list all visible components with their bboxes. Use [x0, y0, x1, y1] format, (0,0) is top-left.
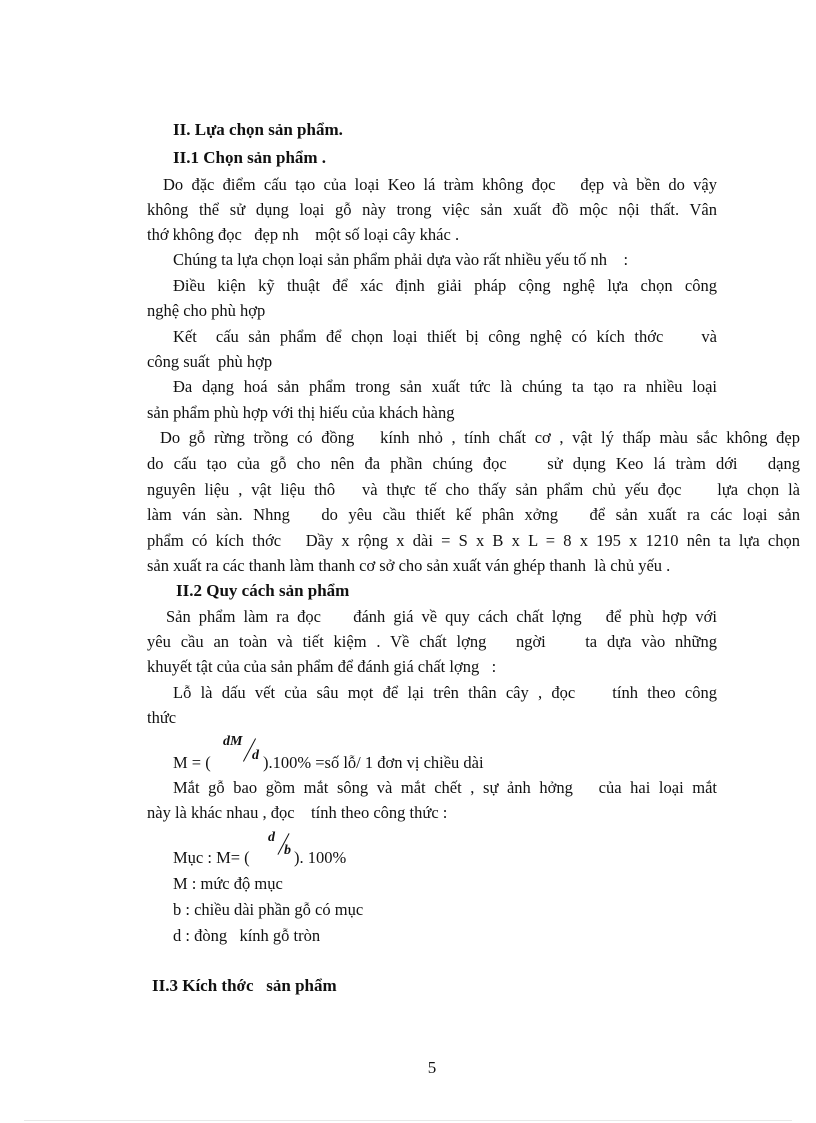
paragraph-line: phẩm có kích thớc Dầy x rộng x dài = S x B x L = 8 x 195 x 1210 nên ta lựa chọn: [147, 531, 800, 550]
paragraph-line: nguyên liệu , vật liệu thô và thực tế cho thấy sản phẩm chủ yếu đọc lựa chọn là: [147, 480, 800, 499]
formula-numerator: d: [268, 830, 275, 845]
heading-section-ii-3: II.3 Kích thớc sản phẩm: [152, 976, 337, 995]
formula-lhs: M = (: [173, 753, 211, 772]
heading-section-ii-1: II.1 Chọn sản phẩm .: [173, 148, 327, 167]
paragraph-line: Đa dạng hoá sản phẩm trong sản xuất tức là chúng ta tạo ra nhiều loại: [173, 377, 717, 396]
paragraph-line: thức: [147, 708, 177, 727]
paragraph-line: không thể sử dụng loại gỗ này trong việc sản xuất đồ mộc nội thất. Vân: [147, 200, 717, 219]
paragraph-line: làm ván sàn. Nhng do yêu cầu thiết kế phân xởng để sản xuất ra các loại sản: [147, 505, 800, 524]
paragraph-line: sản phẩm phù hợp với thị hiếu của khách hàng: [147, 403, 455, 422]
paragraph-line: công suất phù hợp: [147, 352, 273, 371]
paragraph-line: Kết cấu sản phẩm để chọn loại thiết bị công nghệ có kích thớc và: [173, 327, 717, 346]
paragraph-line: Sản phẩm làm ra đọc đánh giá về quy cách chất lợng để phù hợp với: [166, 607, 717, 626]
definition-line: d : đòng kính gỗ tròn: [173, 926, 321, 945]
paragraph-line: khuyết tật của của sản phẩm để đánh giá chất lợng :: [147, 657, 497, 676]
page-bottom-rule: [24, 1120, 792, 1121]
paragraph-line: yêu cầu an toàn và tiết kiệm . Về chất lợng ngời ta dựa vào những: [147, 632, 717, 651]
paragraph-line: nghệ cho phù hợp: [147, 301, 266, 320]
formula-lhs: Mục : M= (: [173, 848, 250, 867]
paragraph-line: này là khác nhau , đọc tính theo công thức :: [147, 803, 448, 822]
paragraph-line: Do đặc điểm cấu tạo của loại Keo lá tràm không đọc đẹp và bền do vậy: [163, 175, 717, 194]
paragraph-line: Chúng ta lựa chọn loại sản phẩm phải dựa vào rất nhiều yếu tố nh :: [173, 250, 629, 269]
formula-numerator: dM: [223, 734, 243, 749]
heading-section-ii-2: II.2 Quy cách sản phẩm: [176, 581, 350, 600]
paragraph-line: do cấu tạo của gỗ cho nên đa phần chúng đọc sử dụng Keo lá tràm dới dạng: [147, 454, 800, 473]
definition-line: b : chiều dài phần gỗ có mục: [173, 900, 364, 919]
formula-denominator: d: [252, 748, 259, 763]
paragraph-line: Mắt gỗ bao gồm mắt sông và mắt chết , sự ảnh hởng của hai loại mắt: [173, 778, 717, 797]
paragraph-line: sản xuất ra các thanh làm thanh cơ sở cho sản xuất ván ghép thanh là chủ yếu .: [147, 556, 671, 575]
formula-denominator: b: [284, 843, 291, 858]
paragraph-line: Điều kiện kỹ thuật để xác định giải pháp cộng nghệ lựa chọn công: [173, 276, 717, 295]
definition-line: M : mức độ mục: [173, 874, 283, 893]
paragraph-line: Do gỗ rừng trồng có đồng kính nhỏ , tính chất cơ , vật lý thấp màu sắc không đẹp: [160, 428, 800, 447]
paragraph-line: Lỗ là dấu vết của sâu mọt để lại trên thân cây , đọc tính theo công: [173, 683, 717, 702]
formula-rhs: ).100% =số lỗ/ 1 đơn vị chiều dài: [263, 753, 484, 772]
page-number: 5: [427, 1058, 437, 1077]
heading-section-ii: II. Lựa chọn sản phẩm.: [173, 120, 343, 139]
paragraph-line: thớ không đọc đẹp nh một số loại cây khác .: [147, 225, 460, 244]
formula-rhs: ). 100%: [294, 848, 347, 867]
